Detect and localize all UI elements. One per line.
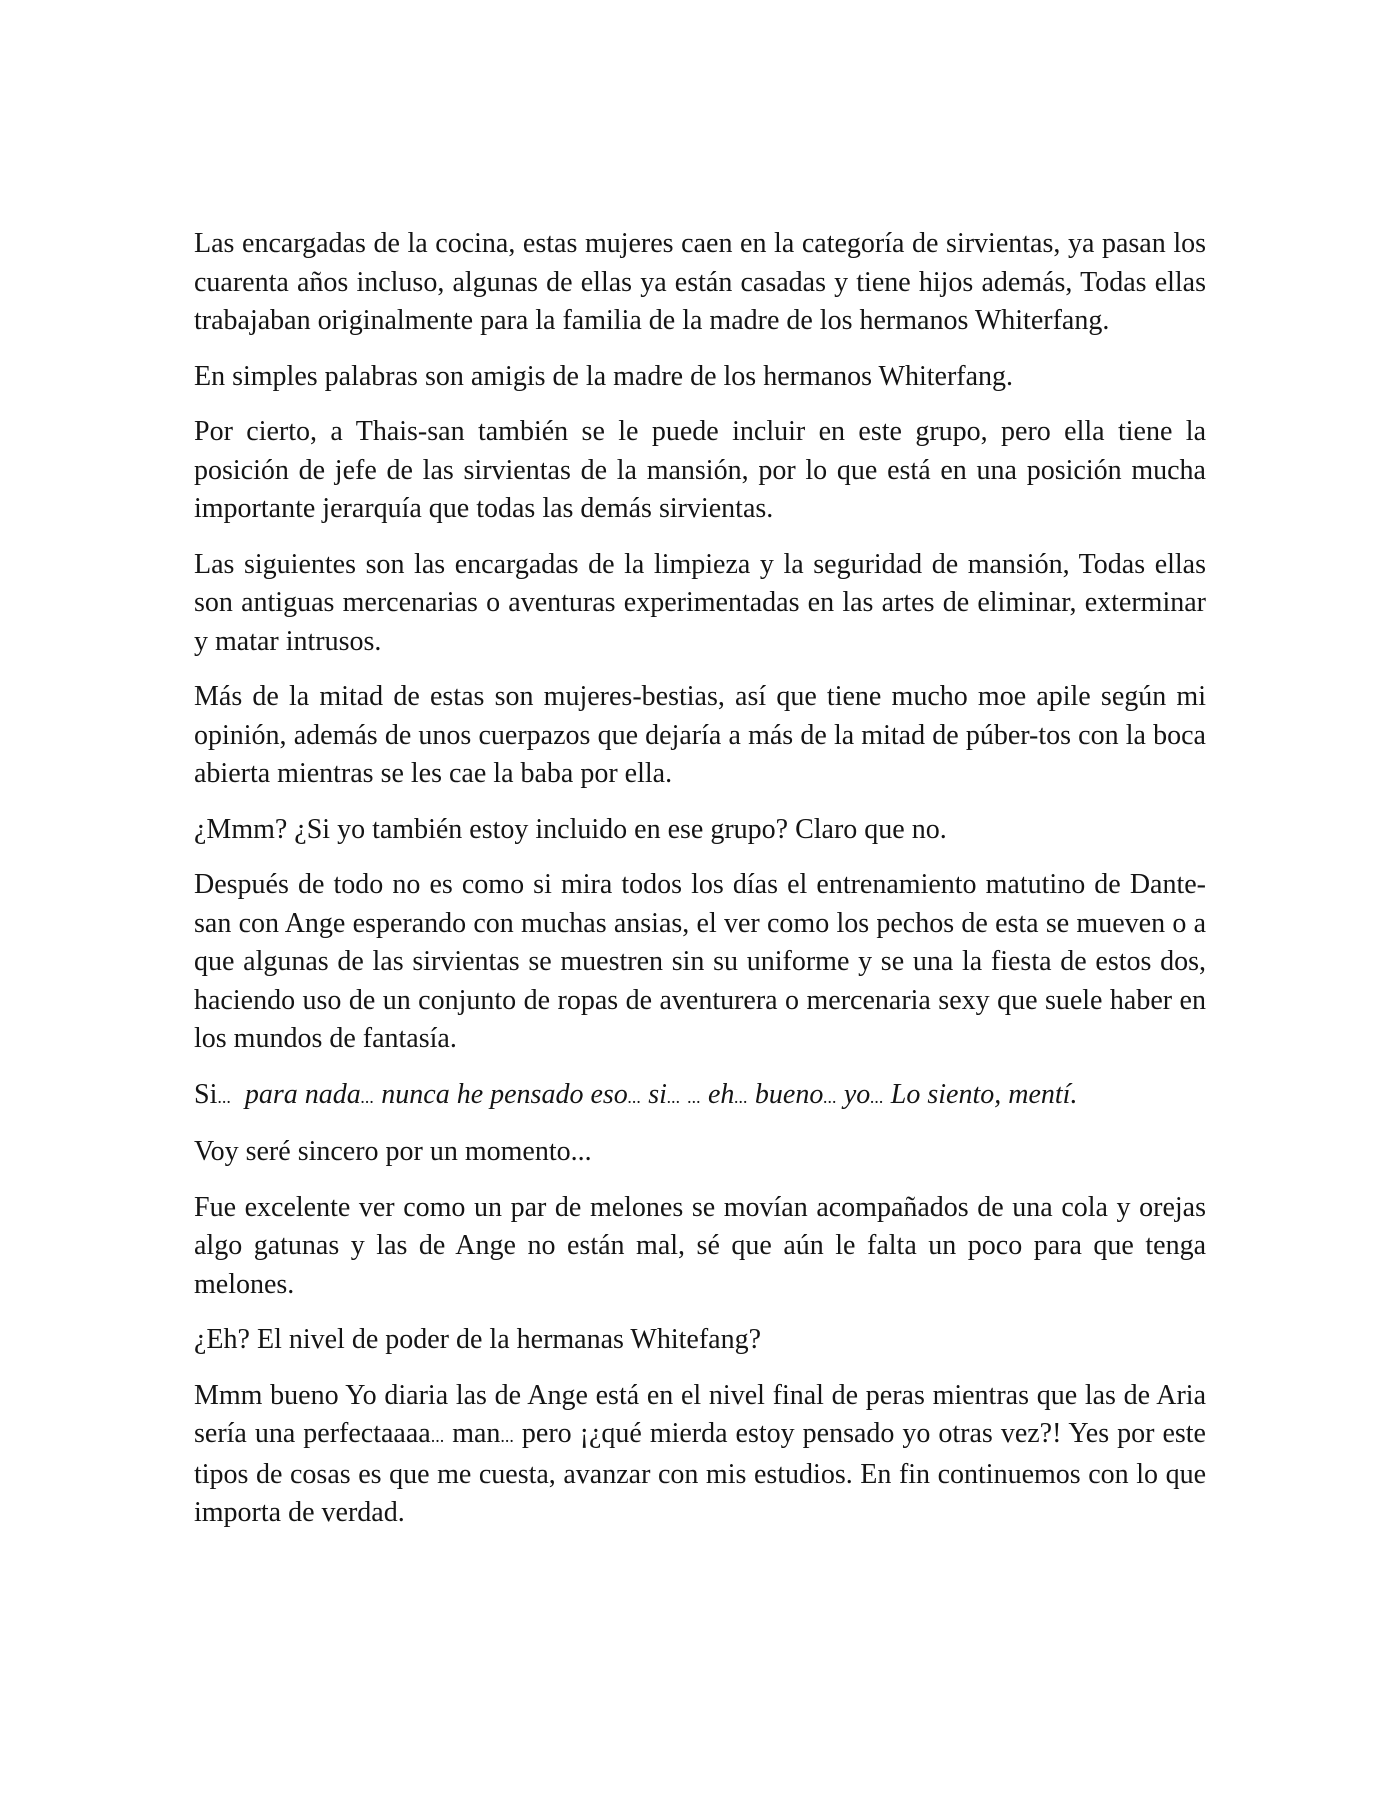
final-part: man xyxy=(444,1418,501,1449)
ellipsis: ... xyxy=(430,1426,445,1446)
italic-part: bueno xyxy=(754,1078,824,1110)
italic-part: Lo siento, mentí. xyxy=(890,1078,1078,1110)
paragraph-sincere: Voy seré sincero por un momento... xyxy=(194,1136,592,1167)
ellipsis: ... xyxy=(217,1086,231,1107)
italic-part: para nada xyxy=(244,1078,361,1110)
paragraph-beast-women: Más de la mitad de estas son mujeres-bestias, así que tiene mucho moe apile según mi opinión, además de unos cuerpazos que dejaría a más de la mitad de púber-tos con la boca abierta mientras se les cae la baba por ella. xyxy=(194,681,1206,789)
paragraph-kitchen-staff: Las encargadas de la cocina, estas mujeres caen en la categoría de sirvientas, ya pasan los cuarenta años incluso, algunas de ellas ya están casadas y tiene hijos además, Todas ellas trabajaban originalmente para la familia de la madre de los hermanos Whiterfang. xyxy=(194,228,1206,336)
document-page xyxy=(194,225,1206,1533)
paragraph-question: ¿Mmm? ¿Si yo también estoy incluido en ese grupo? Claro que no. xyxy=(194,813,947,845)
ellipsis: ... xyxy=(666,1086,681,1107)
paragraph-italic-confession xyxy=(194,1076,1206,1117)
ellipsis: ... xyxy=(823,1086,837,1107)
ellipsis: ... xyxy=(734,1086,748,1107)
paragraph-thais: Por cierto, a Thais-san también se le puede incluir en este grupo, pero ella tiene la posición de jefe de las sirvientas de la mansión, por lo que está en una posición mucha importante jerarquía que todas las demás sirvientas. xyxy=(194,416,1206,524)
ellipsis: ... xyxy=(500,1426,514,1446)
italic-part: nunca he pensado eso xyxy=(381,1078,628,1110)
ellipsis: ... xyxy=(360,1086,375,1107)
italic-part: eh xyxy=(707,1078,735,1110)
italic-part: yo xyxy=(843,1078,871,1110)
ellipsis: ... xyxy=(627,1086,642,1107)
final-part: pero ¡¿qué mierda estoy pensado yo otras vez?! Yes por este tipos de cosas es que me cuesta, avanzar con mis estudios. En fin continuemos con lo que importa de verdad. xyxy=(194,1418,1206,1528)
paragraph-melons: Fue excelente ver como un par de melones se movían acompañados de una cola y orejas algo gatunas y las de Ange no están mal, sé que aún le falta un poco para que tenga melones. xyxy=(194,1191,1206,1300)
paragraph-power-level: ¿Eh? El nivel de poder de la hermanas Whitefang? xyxy=(194,1324,762,1355)
paragraph-cleaning-security: Las siguientes son las encargadas de la limpieza y la seguridad de mansión, Todas ellas son antiguas mercenarias o aventuras experimentadas en las artes de eliminar, exterminar y matar intrusos. xyxy=(194,548,1206,657)
italic-lead: Si xyxy=(194,1078,218,1110)
paragraph-final xyxy=(194,1377,1206,1533)
ellipsis: ... xyxy=(687,1086,701,1107)
ellipsis: ... xyxy=(870,1086,884,1107)
final-part: Mmm bueno Yo diaria las de Ange está en el nivel final de peras mientras que las de Aria sería una perfectaaaa xyxy=(194,1379,1206,1449)
italic-part: si xyxy=(648,1078,667,1110)
paragraph-friends: En simples palabras son amigis de la madre de los hermanos Whiterfang. xyxy=(194,360,1014,392)
paragraph-training: Después de todo no es como si mira todos los días el entrenamiento matutino de Dante-san con Ange esperando con muchas ansias, el ver como los pechos de esta se mueven o a que algunas de las sirvientas se muestren sin su uniforme y se una la fiesta de estos dos, haciendo uso de un conjunto de ropas de aventurera o mercenaria sexy que suele haber en los mundos de fantasía. xyxy=(194,869,1206,1054)
